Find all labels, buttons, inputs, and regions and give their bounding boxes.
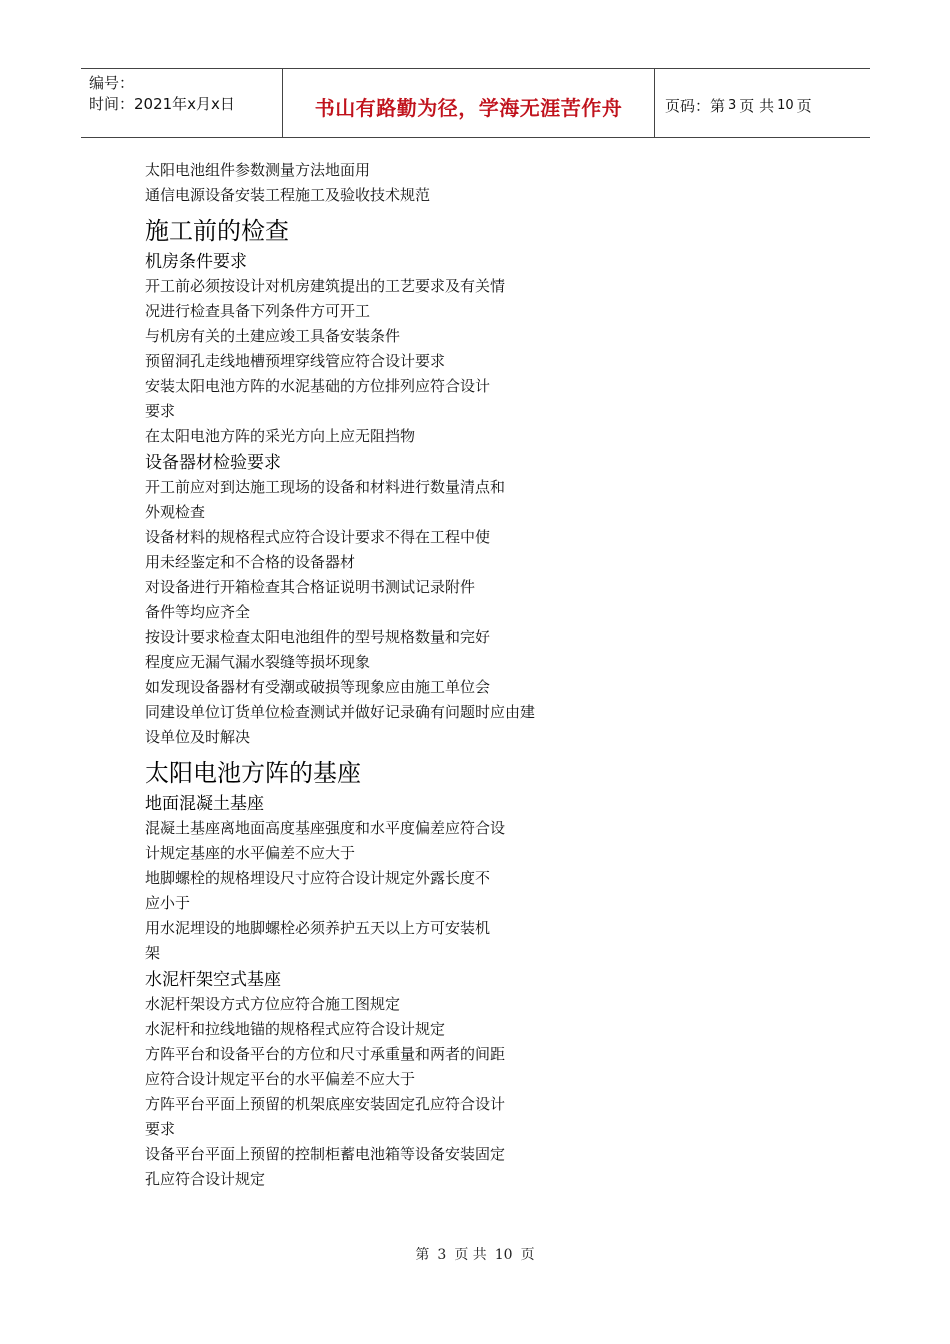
body-line: 设备平台平面上预留的控制柜蓄电池箱等设备安装固定: [145, 1145, 506, 1163]
page-suffix: 页: [796, 96, 812, 115]
body-line: 用水泥埋设的地脚螺栓必须养护五天以上方可安装机: [145, 919, 491, 937]
body-line: 要求: [145, 402, 176, 420]
header-info-cell: [81, 69, 283, 137]
page-mid: 页 共: [739, 96, 775, 115]
footer-total: 10: [494, 1247, 513, 1263]
body-line: 程度应无漏气漏水裂缝等损坏现象: [145, 653, 371, 671]
header-motto: 书山有路勤为径，学海无涯苦作舟: [283, 69, 655, 137]
body-line: 通信电源设备安装工程施工及验收技术规范: [145, 186, 431, 204]
footer-prefix: 第: [415, 1247, 430, 1263]
body-line: 设单位及时解决: [145, 728, 251, 746]
body-line: 水泥杆和拉线地锚的规格程式应符合设计规定: [145, 1020, 446, 1038]
body-line: 外观检查: [145, 503, 206, 521]
body-line: 水泥杆架设方式方位应符合施工图规定: [145, 995, 401, 1013]
body-line: 况进行检查具备下列条件方可开工: [145, 302, 371, 320]
footer-suffix: 页: [520, 1247, 535, 1263]
body-line: 用未经鉴定和不合格的设备器材: [145, 553, 356, 571]
body-line: 对设备进行开箱检查其合格证说明书测试记录附件: [145, 578, 476, 596]
body-line: 架: [145, 944, 161, 962]
header-table: [81, 68, 870, 138]
section-heading: 施工前的检查: [145, 217, 289, 245]
body-line: 与机房有关的土建应竣工具备安装条件: [145, 327, 401, 345]
body-line: 计规定基座的水平偏差不应大于: [145, 844, 356, 862]
subsection-heading: 地面混凝土基座: [145, 794, 264, 814]
body-line: 方阵平台和设备平台的方位和尺寸承重量和两者的间距: [145, 1045, 506, 1063]
subsection-heading: 机房条件要求: [145, 252, 247, 272]
subsection-heading: 设备器材检验要求: [145, 453, 281, 473]
body-line: 地脚螺栓的规格埋设尺寸应符合设计规定外露长度不: [145, 869, 491, 887]
body-line: 安装太阳电池方阵的水泥基础的方位排列应符合设计: [145, 377, 491, 395]
body-line: 按设计要求检查太阳电池组件的型号规格数量和完好: [145, 628, 491, 646]
footer-mid: 页 共: [454, 1247, 487, 1263]
body-line: 备件等均应齐全: [145, 603, 251, 621]
body-line: 应小于: [145, 894, 191, 912]
body-line: 开工前必须按设计对机房建筑提出的工艺要求及有关情: [145, 277, 506, 295]
subsection-heading: 水泥杆架空式基座: [145, 970, 281, 990]
body-line: 设备材料的规格程式应符合设计要求不得在工程中使: [145, 528, 491, 546]
body-line: 如发现设备器材有受潮或破损等现象应由施工单位会: [145, 678, 491, 696]
body-line: 在太阳电池方阵的采光方向上应无阻挡物: [145, 427, 416, 445]
body-line: 太阳电池组件参数测量方法地面用: [145, 161, 371, 179]
page-footer: [0, 1244, 950, 1264]
document-body: [145, 158, 615, 1192]
body-line: 开工前应对到达施工现场的设备和材料进行数量清点和: [145, 478, 506, 496]
section-heading: 太阳电池方阵的基座: [145, 759, 361, 787]
body-line: 应符合设计规定平台的水平偏差不应大于: [145, 1070, 416, 1088]
page-prefix: 页码：第: [665, 96, 726, 115]
body-line: 要求: [145, 1120, 176, 1138]
header-page-number: [655, 69, 870, 137]
body-line: 预留洞孔走线地槽预埋穿线管应符合设计要求: [145, 352, 446, 370]
body-line: 孔应符合设计规定: [145, 1170, 266, 1188]
body-line: 混凝土基座离地面高度基座强度和水平度偏差应符合设: [145, 819, 506, 837]
document-code-label: 编号：: [89, 74, 135, 92]
page-current: 3: [728, 97, 737, 113]
document-time: 时间：2021年x月x日: [89, 95, 235, 113]
page-total: 10: [777, 97, 794, 113]
footer-current: 3: [437, 1247, 447, 1263]
body-line: 同建设单位订货单位检查测试并做好记录确有问题时应由建: [145, 703, 536, 721]
body-line: 方阵平台平面上预留的机架底座安装固定孔应符合设计: [145, 1095, 506, 1113]
